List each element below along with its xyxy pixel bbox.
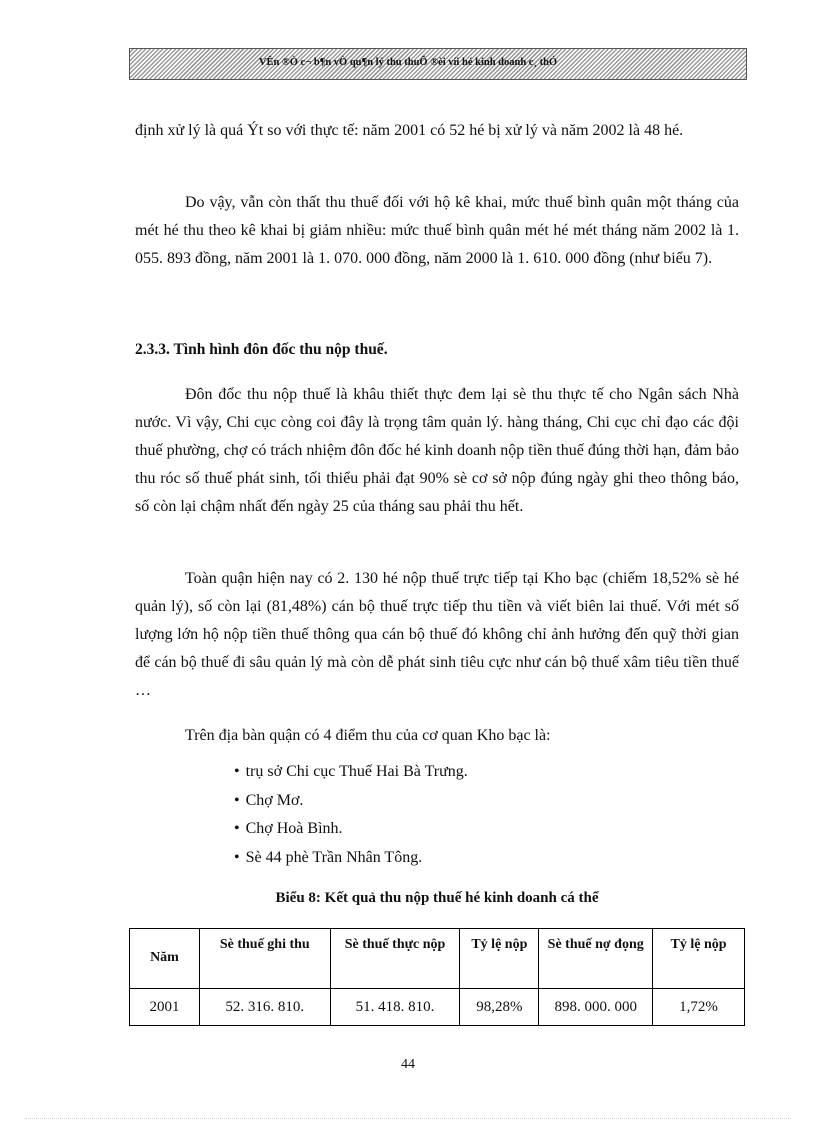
paragraph-2: Do vậy, vẫn còn thất thu thuế đối với hộ kê khai, mức thuế bình quân một tháng của mét hé thu theo kê khai bị giảm nhiều: mức thuế bình quân mét hé mét tháng năm 2002 là 1. 055. 893 đồng, năm 2001 là 1. 070. 000 đồng, năm 2000 là 1. 610. 000 đồng (như biểu 7). [135,194,739,267]
collection-points-list [234,758,468,872]
list-item: • trụ sở Chi cục Thuế Hai Bà Trưng. [234,758,468,787]
column-header: Sè thuế ghi thu [199,929,330,989]
table-cell: 1,72% [653,989,745,1026]
table-cell: 2001 [130,989,200,1026]
paragraph-1: định xử lý là quá Ýt so với thực tế: năm 2001 có 52 hé bị xử lý và năm 2002 là 48 hé. [135,122,684,139]
running-header-title: VÊn ®Ò c¬ b¶n vÒ qu¶n lý thu thuÕ ®èi víi hé kinh doanh c¸ thÓ [258,57,558,68]
footer-divider [25,1118,791,1119]
results-table [129,928,745,1026]
paragraph-3: Đôn đốc thu nộp thuế là khâu thiết thực đem lại sè thu thực tế cho Ngân sách Nhà nước. Vì vậy, Chi cục còng coi đây là trọng tâm quản lý. hàng tháng, Chi cục chỉ đạo các đội thuế phường, chợ có trách nhiệm đôn đốc hé kinh doanh nộp tiền thuế đúng thời hạn, đảm bảo thu róc số thuế phát sinh, tối thiểu phải đạt 90% sè cơ sở nộp đúng ngày ghi theo thông báo, số còn lại chậm nhất đến ngày 25 của tháng sau phải thu hết. [135,386,739,515]
table-row [130,989,745,1026]
column-header: Sè thuế thực nộp [330,929,460,989]
table-caption: Biểu 8: Kết quả thu nộp thuế hé kinh doanh cá thể [275,890,599,906]
table-cell: 898. 000. 000 [539,989,653,1026]
list-item: • Chợ Hoà Bình. [234,815,468,844]
column-header: Sè thuế nợ đọng [539,929,653,989]
column-header: Tỷ lệ nộp [653,929,745,989]
paragraph-4: Toàn quận hiện nay có 2. 130 hé nộp thuế trực tiếp tại Kho bạc (chiếm 18,52% sè hé quản lý), số còn lại (81,48%) cán bộ thuế trực tiếp thu tiền và viết biên lai thuế. Với mét số lượng lớn hộ nộp tiền thuế thông qua cán bộ thuế đó không chỉ ảnh hưởng đến quỹ thời gian để cán bộ thuế đi sâu quản lý mà còn dễ phát sinh tiêu cực như cán bộ thuế xâm tiêu tiền thuế … [135,570,739,699]
running-header [0,50,816,76]
list-item: • Sè 44 phè Trần Nhân Tông. [234,844,468,873]
table-cell: 98,28% [460,989,539,1026]
column-header: Tỷ lệ nộp [460,929,539,989]
table-cell: 51. 418. 810. [330,989,460,1026]
page-number: 44 [401,1057,415,1072]
table-header-row [130,929,745,989]
list-item: • Chợ Mơ. [234,787,468,816]
column-header: Năm [130,929,200,989]
table-cell: 52. 316. 810. [199,989,330,1026]
paragraph-5: Trên địa bàn quận có 4 điểm thu của cơ quan Kho bạc là: [185,727,551,744]
section-heading: 2.3.3. Tình hình đôn đốc thu nộp thuế. [135,341,388,358]
